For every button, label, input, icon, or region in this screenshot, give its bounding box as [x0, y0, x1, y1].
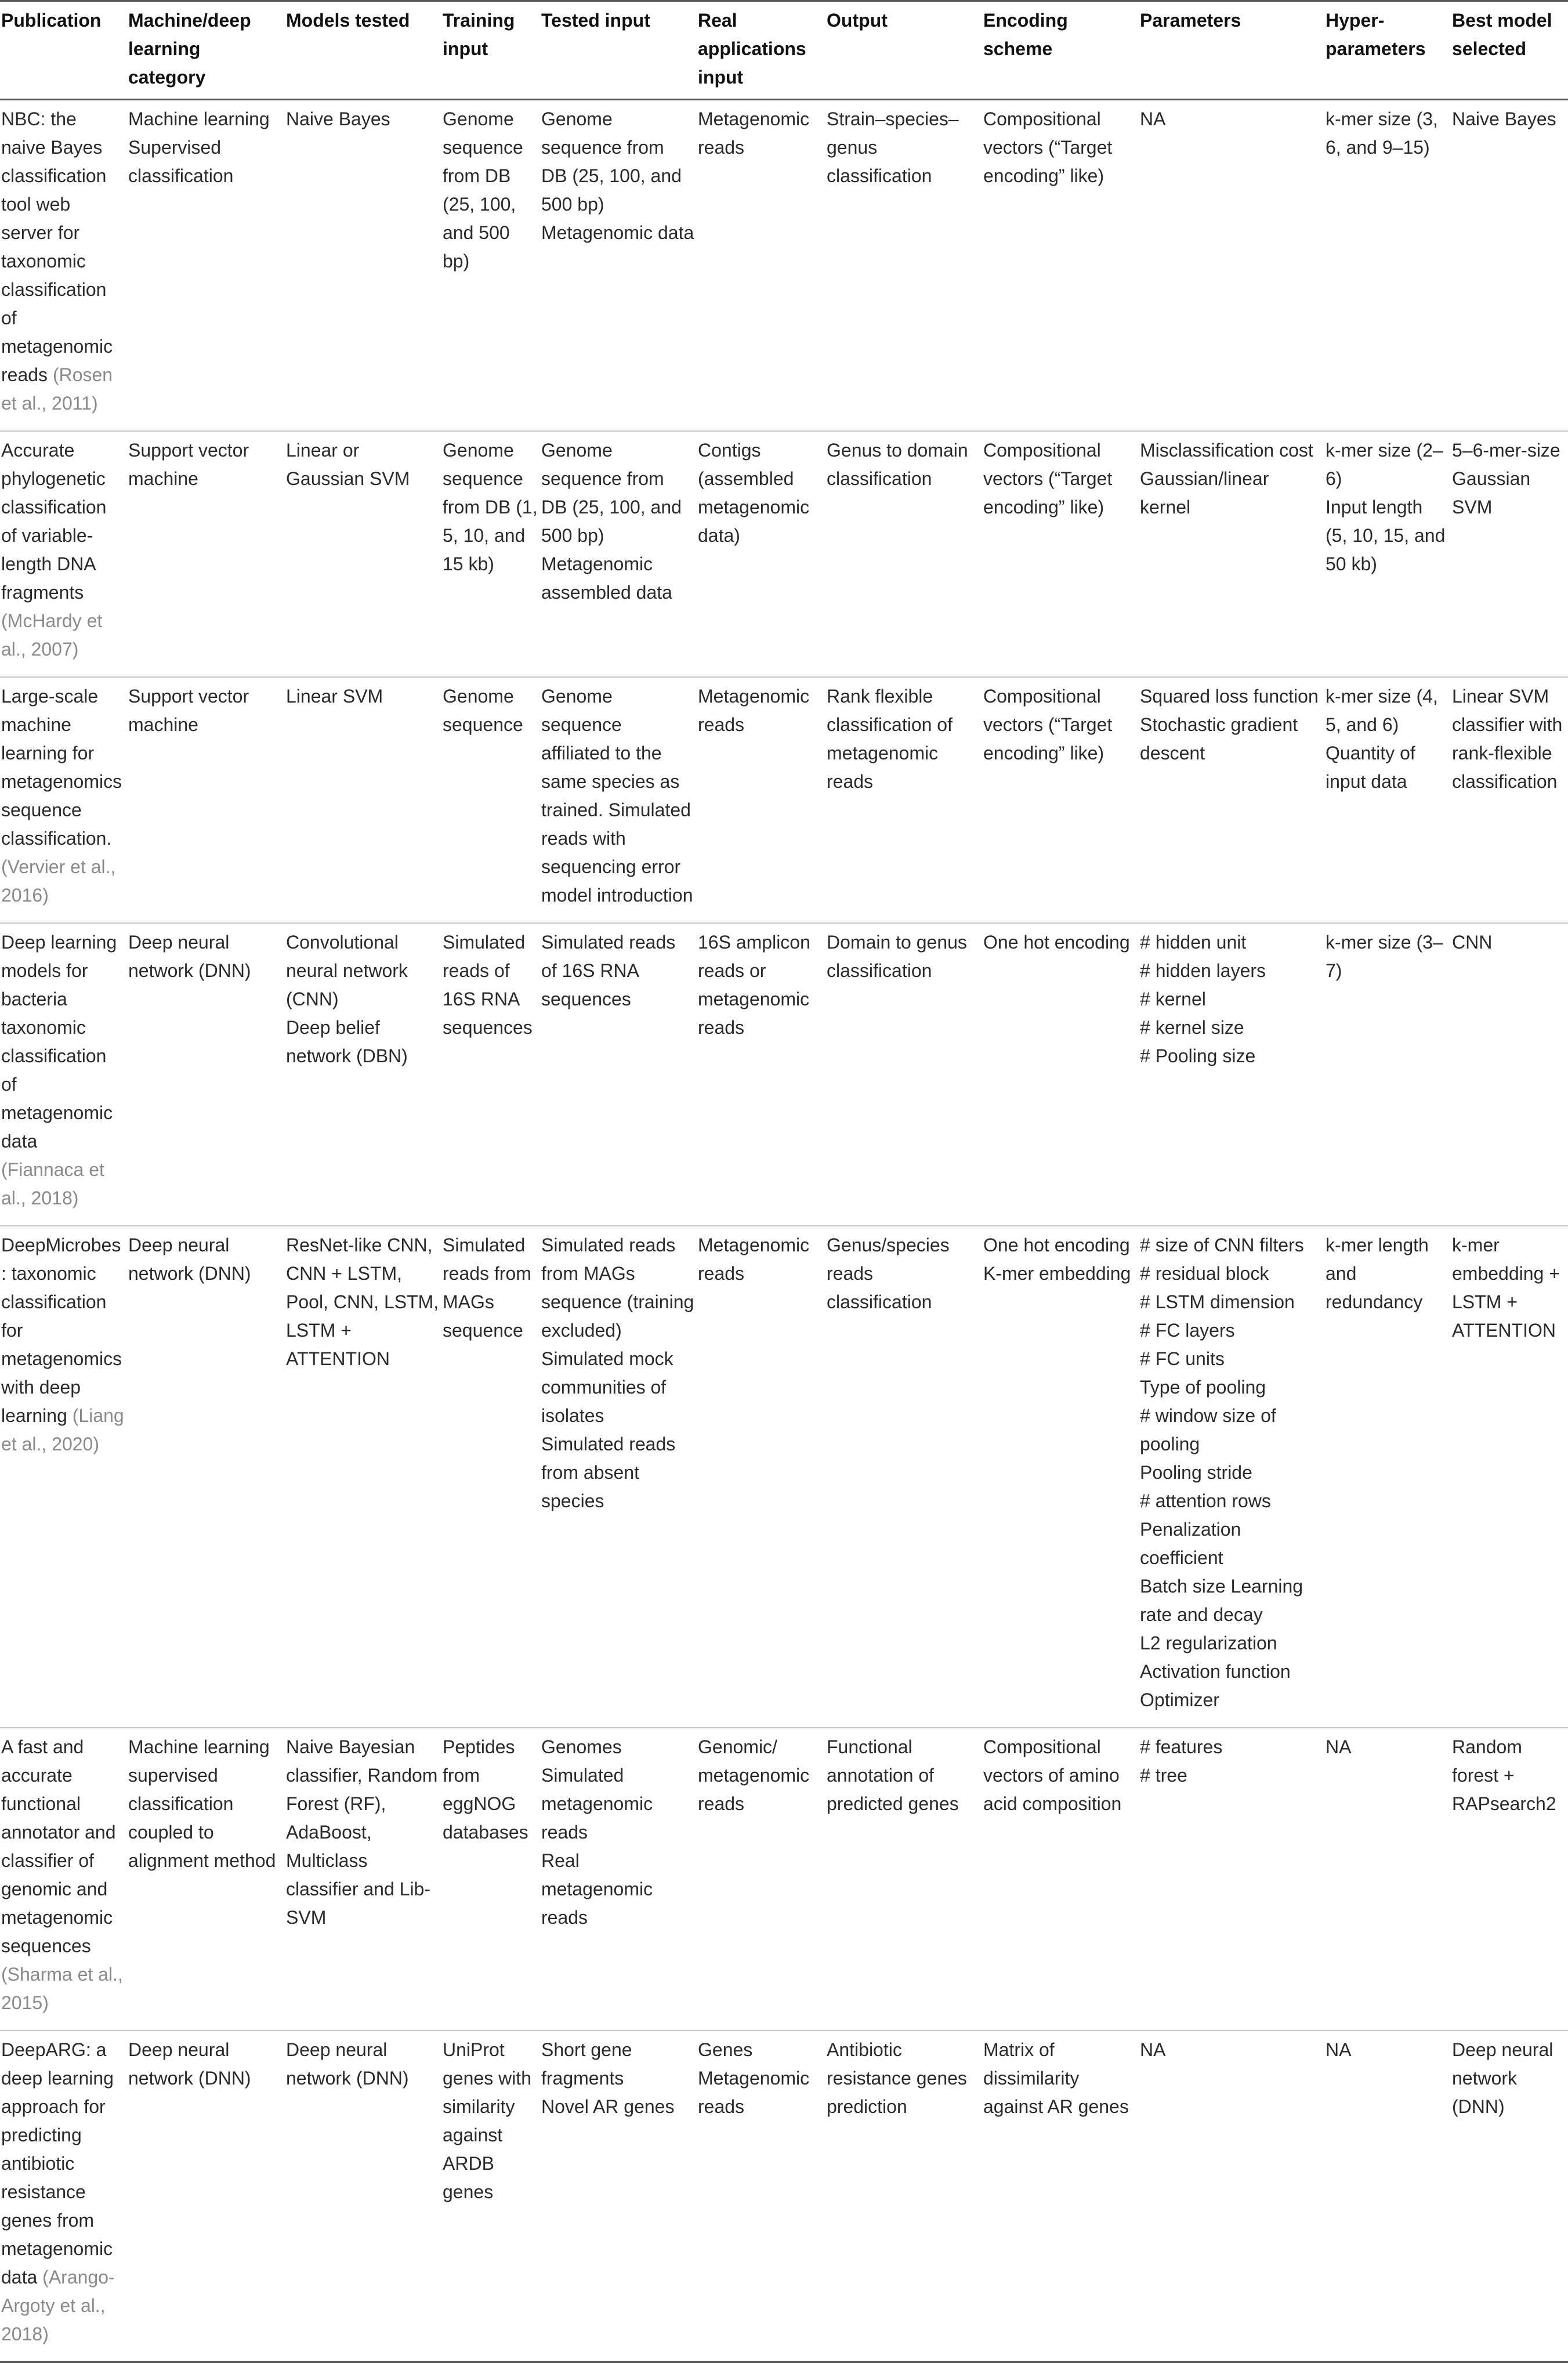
category-cell — [127, 923, 285, 1226]
table-header — [0, 1, 1568, 100]
models-cell — [285, 100, 441, 432]
column-header: Tested input — [541, 10, 650, 31]
cell-line: Quantity of input data — [1326, 743, 1415, 792]
training-input-cell — [441, 1226, 540, 1728]
publication-cell — [0, 2031, 127, 2362]
cell-line: Genus to domain classification — [827, 440, 968, 489]
citation-link[interactable]: (Vervier et al., 2016) — [1, 856, 116, 906]
real-input-cell — [697, 677, 825, 923]
cell-line: Genome sequence — [443, 686, 523, 735]
training-input-cell — [441, 1728, 540, 2031]
cell-line: Input length (5, 10, 15, and 50 kb) — [1326, 497, 1446, 574]
parameters-cell — [1139, 100, 1324, 432]
parameters-cell — [1139, 1728, 1324, 2031]
hyperparameters-cell — [1324, 1728, 1451, 2031]
cell-line: Machine learning — [128, 108, 270, 129]
models-cell — [285, 1226, 441, 1728]
column-header: Real applications input — [698, 10, 806, 88]
cell-line: Genome sequence from DB (25, 100, and 500 bp) — [541, 440, 682, 546]
column-header: Parameters — [1140, 10, 1241, 31]
real-input-cell — [697, 431, 825, 677]
encoding-cell — [982, 677, 1139, 923]
cell-line: Compositional vectors (“Target encoding” like) — [983, 686, 1113, 763]
cell-line: NA — [1140, 108, 1166, 129]
cell-line: UniProt genes with similarity against ARDB genes — [443, 2039, 531, 2202]
cell-line: Domain to genus classification — [827, 932, 967, 981]
encoding-cell — [982, 2031, 1139, 2362]
cell-line: 5–6-mer-size Gaussian SVM — [1452, 440, 1560, 518]
cell-line: # residual block — [1140, 1263, 1269, 1284]
column-header: Models tested — [286, 10, 410, 31]
table-row — [0, 1728, 1568, 2031]
hyperparameters-cell — [1324, 2031, 1451, 2362]
citation-link[interactable]: (Fiannaca et al., 2018) — [1, 1159, 104, 1208]
output-cell — [825, 923, 982, 1226]
cell-line: Genome sequence from DB (25, 100, and 500 bp) — [541, 108, 682, 215]
table-row — [0, 2031, 1568, 2362]
cell-line: NA — [1326, 1736, 1352, 1757]
citation-link[interactable]: (Sharma et al., 2015) — [1, 1964, 123, 2013]
header-row — [0, 1, 1568, 100]
best-model-cell — [1451, 431, 1568, 677]
cell-line: One hot encoding — [983, 1235, 1130, 1255]
tested-input-cell — [540, 1728, 697, 2031]
cell-line: Linear SVM — [286, 686, 383, 707]
category-cell — [127, 100, 285, 432]
publication-cell — [0, 923, 127, 1226]
cell-line: Random forest + RAPsearch2 — [1452, 1736, 1556, 1814]
cell-line: Naive Bayesian classifier, Random Forest (RF), AdaBoost, Multiclass classifier and Lib-SVM — [286, 1736, 438, 1928]
cell-line: # FC layers — [1140, 1320, 1235, 1341]
cell-line: # kernel — [1140, 989, 1206, 1009]
cell-line: One hot encoding — [983, 932, 1130, 953]
real-input-cell — [697, 923, 825, 1226]
table-row — [0, 100, 1568, 432]
best-model-cell — [1451, 677, 1568, 923]
category-cell — [127, 677, 285, 923]
publication-cell — [0, 1728, 127, 2031]
cell-line: 16S amplicon reads or metagenomic reads — [698, 932, 810, 1038]
cell-line: # tree — [1140, 1765, 1187, 1786]
parameters-cell — [1139, 431, 1324, 677]
encoding-cell — [982, 923, 1139, 1226]
parameters-cell — [1139, 923, 1324, 1226]
cell-line: Activation function — [1140, 1661, 1291, 1682]
cell-line: # kernel size — [1140, 1017, 1244, 1038]
cell-line: # size of CNN filters — [1140, 1235, 1304, 1255]
category-cell — [127, 1226, 285, 1728]
cell-line: Gaussian/linear kernel — [1140, 468, 1269, 518]
cell-line: Penalization coefficient — [1140, 1519, 1241, 1568]
cell-line: Type of pooling — [1140, 1377, 1266, 1398]
cell-line: Pooling stride — [1140, 1462, 1252, 1483]
real-input-cell — [697, 100, 825, 432]
column-header: Machine/deep learning category — [128, 10, 251, 88]
column-header: Training input — [443, 10, 515, 59]
cell-line: Deep neural network (DNN) — [1452, 2039, 1553, 2117]
cell-line: Misclassification cost — [1140, 440, 1313, 461]
cell-line: Batch size Learning rate and decay — [1140, 1576, 1303, 1625]
hyperparameters-cell — [1324, 923, 1451, 1226]
encoding-cell — [982, 100, 1139, 432]
cell-line: CNN — [1452, 932, 1493, 953]
training-input-cell — [441, 677, 540, 923]
tested-input-cell — [540, 100, 697, 432]
publication-title: DeepMicrobes: taxonomic classification for metagenomics with deep learning — [1, 1235, 122, 1426]
hyperparameters-cell — [1324, 431, 1451, 677]
cell-line: Compositional vectors (“Target encoding” like) — [983, 108, 1113, 186]
publication-title: A fast and accurate functional annotator and classifier of genomic and metagenomic sequences — [1, 1736, 116, 1956]
column-header: Best model selected — [1452, 10, 1552, 59]
cell-line: Short gene fragments — [541, 2039, 632, 2089]
cell-line: Simulated reads from absent species — [541, 1434, 676, 1511]
best-model-cell — [1451, 923, 1568, 1226]
cell-line: # Pooling size — [1140, 1045, 1256, 1066]
cell-line: k-mer length and redundancy — [1326, 1235, 1429, 1312]
cell-line: # hidden unit — [1140, 932, 1247, 953]
citation-link[interactable]: (Arango-Argoty et al., 2018) — [1, 2267, 115, 2344]
cell-line: k-mer size (3, 6, and 9–15) — [1326, 108, 1438, 158]
cell-line: Metagenomic reads — [698, 1235, 810, 1284]
cell-line: Support vector machine — [128, 686, 249, 735]
cell-line: Stochastic gradient descent — [1140, 714, 1298, 763]
output-cell — [825, 677, 982, 923]
cell-line: Simulated reads of 16S RNA sequences — [541, 932, 676, 1009]
column-header: Publication — [1, 10, 102, 31]
tested-input-cell — [540, 1226, 697, 1728]
parameters-cell — [1139, 1226, 1324, 1728]
cell-line: Functional annotation of predicted genes — [827, 1736, 959, 1814]
cell-line: Deep neural network (DNN) — [128, 932, 251, 981]
real-input-cell — [697, 1226, 825, 1728]
cell-line: Optimizer — [1140, 1689, 1219, 1710]
models-cell — [285, 923, 441, 1226]
cell-line: Simulated reads from MAGs sequence (training excluded) — [541, 1235, 694, 1341]
cell-line: Linear or Gaussian SVM — [286, 440, 410, 489]
cell-line: Compositional vectors of amino acid composition — [983, 1736, 1122, 1814]
cell-line: Squared loss function — [1140, 686, 1319, 707]
best-model-cell — [1451, 2031, 1568, 2362]
parameters-cell — [1139, 2031, 1324, 2362]
cell-line: # attention rows — [1140, 1490, 1271, 1511]
cell-line: Genomes — [541, 1736, 622, 1757]
cell-line: NA — [1326, 2039, 1352, 2060]
publication-cell — [0, 431, 127, 677]
cell-line: Metagenomic assembled data — [541, 553, 672, 603]
cell-line: K-mer embedding — [983, 1263, 1131, 1284]
cell-line: # window size of pooling — [1140, 1405, 1276, 1454]
column-header: Hyper-parameters — [1326, 10, 1426, 59]
table-body — [0, 100, 1568, 2362]
hyperparameters-cell — [1324, 1226, 1451, 1728]
publication-title: DeepARG: a deep learning approach for predicting antibiotic resistance genes from metagenomic data — [1, 2039, 114, 2288]
cell-line: Simulated mock communities of isolates — [541, 1348, 673, 1426]
cell-line: Deep neural network (DNN) — [286, 2039, 409, 2089]
publication-cell — [0, 677, 127, 923]
cell-line: Naive Bayes — [286, 108, 390, 129]
category-cell — [127, 431, 285, 677]
cell-line: Genes — [698, 2039, 753, 2060]
cell-line: Antibiotic resistance genes prediction — [827, 2039, 967, 2117]
publication-cell — [0, 1226, 127, 1728]
cell-line: L2 regularization — [1140, 1633, 1277, 1653]
cell-line: Contigs (assembled metagenomic data) — [698, 440, 810, 546]
tested-input-cell — [540, 2031, 697, 2362]
cell-line: Simulated metagenomic reads — [541, 1765, 653, 1843]
cell-line: Metagenomic reads — [698, 108, 810, 158]
encoding-cell — [982, 431, 1139, 677]
table-row — [0, 923, 1568, 1226]
cell-line: Rank flexible classification of metagenomic reads — [827, 686, 953, 792]
best-model-cell — [1451, 1226, 1568, 1728]
cell-line: Metagenomic reads — [698, 2068, 810, 2117]
table-row — [0, 1226, 1568, 1728]
cell-line: Strain–species–genus classification — [827, 108, 959, 186]
models-cell — [285, 677, 441, 923]
publication-title: Large-scale machine learning for metagenomics sequence classification. — [1, 686, 122, 849]
parameters-cell — [1139, 677, 1324, 923]
training-input-cell — [441, 923, 540, 1226]
publication-title: Deep learning models for bacteria taxonomic classification of metagenomic data — [1, 932, 117, 1152]
cell-line: ResNet-like CNN, CNN + LSTM, Pool, CNN, LSTM, LSTM + ATTENTION — [286, 1235, 439, 1369]
table-row — [0, 431, 1568, 677]
cell-line: k-mer size (4, 5, and 6) — [1326, 686, 1438, 735]
best-model-cell — [1451, 100, 1568, 432]
cell-line: # LSTM dimension — [1140, 1291, 1295, 1312]
models-cell — [285, 431, 441, 677]
cell-line: Novel AR genes — [541, 2096, 675, 2117]
cell-line: Naive Bayes — [1452, 108, 1556, 129]
training-input-cell — [441, 431, 540, 677]
training-input-cell — [441, 2031, 540, 2362]
output-cell — [825, 100, 982, 432]
real-input-cell — [697, 1728, 825, 2031]
table-row — [0, 677, 1568, 923]
output-cell — [825, 1728, 982, 2031]
cell-line: Genus/species reads classification — [827, 1235, 950, 1312]
cell-line: k-mer size (2–6) — [1326, 440, 1443, 489]
models-cell — [285, 1728, 441, 2031]
cell-line: Convolutional neural network (CNN) — [286, 932, 408, 1009]
publication-title: Accurate phylogenetic classification of variable-length DNA fragments — [1, 440, 107, 603]
cell-line: Metagenomic data — [541, 222, 694, 243]
tested-input-cell — [540, 431, 697, 677]
cell-line: Real metagenomic reads — [541, 1850, 653, 1928]
column-header: Encoding scheme — [983, 10, 1068, 59]
training-input-cell — [441, 100, 540, 432]
cell-line: Support vector machine — [128, 440, 249, 489]
cell-line: k-mer embedding + LSTM + ATTENTION — [1452, 1235, 1560, 1341]
output-cell — [825, 1226, 982, 1728]
publication-title: NBC: the naive Bayes classification tool web server for taxonomic classification of metagenomic reads — [1, 108, 113, 385]
cell-line: Deep belief network (DBN) — [286, 1017, 408, 1066]
encoding-cell — [982, 1728, 1139, 2031]
cell-line: k-mer size (3–7) — [1326, 932, 1443, 981]
cell-line: Matrix of dissimilarity against AR genes — [983, 2039, 1129, 2117]
hyperparameters-cell — [1324, 100, 1451, 432]
citation-link[interactable]: (McHardy et al., 2007) — [1, 610, 103, 660]
cell-line: Compositional vectors (“Target encoding” like) — [983, 440, 1113, 518]
column-header: Output — [827, 10, 888, 31]
tested-input-cell — [540, 677, 697, 923]
cell-line: Machine learning supervised classification coupled to alignment method — [128, 1736, 276, 1871]
output-cell — [825, 2031, 982, 2362]
cell-line: Deep neural network (DNN) — [128, 2039, 251, 2089]
citation-link[interactable]: (Liang et al., 2020) — [1, 1405, 124, 1454]
cell-line: # FC units — [1140, 1348, 1225, 1369]
cell-line: Genome sequence affiliated to the same species as trained. Simulated reads with sequencing error model introduction — [541, 686, 693, 906]
hyperparameters-cell — [1324, 677, 1451, 923]
cell-line: Supervised classification — [128, 137, 234, 186]
cell-line: # hidden layers — [1140, 960, 1266, 981]
cell-line: Peptides from eggNOG databases — [443, 1736, 528, 1843]
output-cell — [825, 431, 982, 677]
cell-line: Simulated reads from MAGs sequence — [443, 1235, 531, 1341]
cell-line: Genome sequence from DB (1, 5, 10, and 15 kb) — [443, 440, 538, 574]
cell-line: Simulated reads of 16S RNA sequences — [443, 932, 533, 1038]
models-cell — [285, 2031, 441, 2362]
cell-line: NA — [1140, 2039, 1166, 2060]
cell-line: Genomic/ metagenomic reads — [698, 1736, 810, 1814]
category-cell — [127, 2031, 285, 2362]
encoding-cell — [982, 1226, 1139, 1728]
category-cell — [127, 1728, 285, 2031]
cell-line: Deep neural network (DNN) — [128, 1235, 251, 1284]
cell-line: Genome sequence from DB (25, 100, and 500 bp) — [443, 108, 523, 272]
cell-line: Metagenomic reads — [698, 686, 810, 735]
tested-input-cell — [540, 923, 697, 1226]
real-input-cell — [697, 2031, 825, 2362]
cell-line: # features — [1140, 1736, 1223, 1757]
citation-link[interactable]: (Rosen et al., 2011) — [1, 364, 113, 414]
publication-cell — [0, 100, 127, 432]
best-model-cell — [1451, 1728, 1568, 2031]
cell-line: Linear SVM classifier with rank-flexible classification — [1452, 686, 1563, 792]
